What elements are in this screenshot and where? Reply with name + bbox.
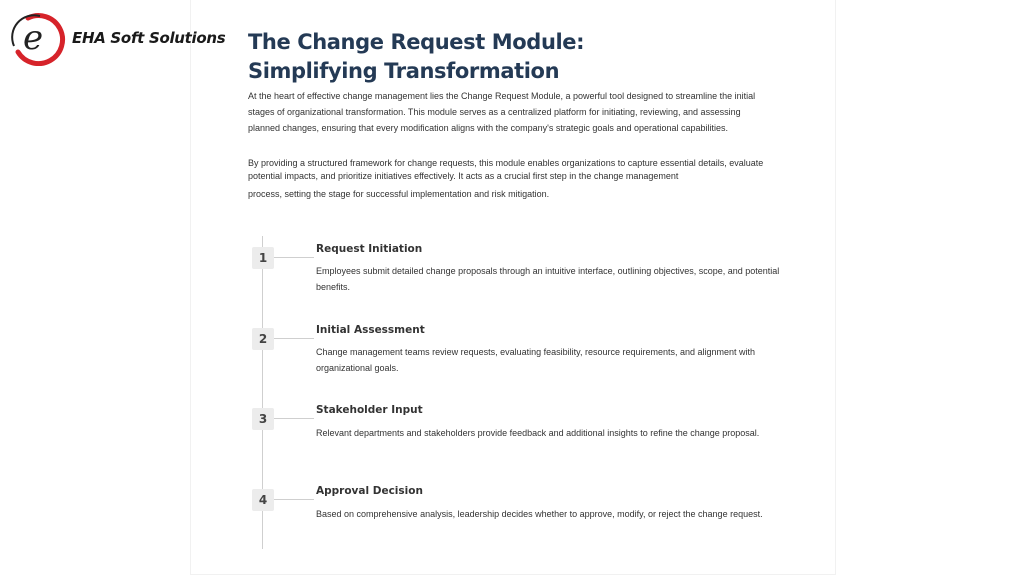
step-number-badge: 2 bbox=[252, 328, 274, 350]
intro-paragraph: At the heart of effective change management lies the Change Request Module, a powerful tool designed to streamline the initial stages of organizational transformation. This module serves as a centralized platform for initiating, reviewing, and assessing planned changes, ensuring that every modification aligns with the company's strategic goals and operational capabilities. bbox=[248, 91, 756, 133]
step-description: Based on comprehensive analysis, leadership decides whether to approve, modify, or reject the change request. bbox=[316, 509, 763, 519]
step-number-badge: 3 bbox=[252, 408, 274, 430]
logo-glyph: e bbox=[23, 18, 44, 58]
step-description: Employees submit detailed change proposals through an intuitive interface, outlining objectives, scope, and potential benefits. bbox=[316, 266, 780, 292]
step-number-badge: 1 bbox=[252, 247, 274, 269]
step-connector bbox=[274, 499, 314, 500]
step-title: Initial Assessment bbox=[316, 324, 425, 336]
timeline-step-request-initiation bbox=[252, 243, 792, 317]
brand-name: EHA Soft Solutions bbox=[72, 29, 226, 47]
step-description: Relevant departments and stakeholders provide feedback and additional insights to refine the change proposal. bbox=[316, 428, 760, 438]
page-title: The Change Request Module: Simplifying Transformation bbox=[248, 30, 585, 83]
framework-paragraph: By providing a structured framework for change requests, this module enables organizations to capture essential details, evaluate potential impacts, and prioritize initiatives effectively. It acts as a crucial first step in the change management bbox=[248, 158, 764, 181]
step-connector bbox=[274, 418, 314, 419]
step-description: Change management teams review requests, evaluating feasibility, resource requirements, and alignment with organizational goals. bbox=[316, 347, 756, 373]
framework-paragraph-continued: process, setting the stage for successful implementation and risk mitigation. bbox=[248, 189, 550, 199]
step-connector bbox=[274, 257, 314, 258]
step-title: Approval Decision bbox=[316, 485, 423, 497]
company-logo bbox=[10, 12, 240, 66]
step-title: Stakeholder Input bbox=[316, 404, 423, 416]
step-number-badge: 4 bbox=[252, 489, 274, 511]
step-title: Request Initiation bbox=[316, 243, 423, 255]
step-connector bbox=[274, 338, 314, 339]
timeline-step-approval-decision bbox=[252, 485, 792, 559]
timeline-step-stakeholder-input bbox=[252, 404, 792, 478]
timeline-step-initial-assessment bbox=[252, 324, 792, 398]
logo-emblem-icon bbox=[10, 12, 66, 66]
